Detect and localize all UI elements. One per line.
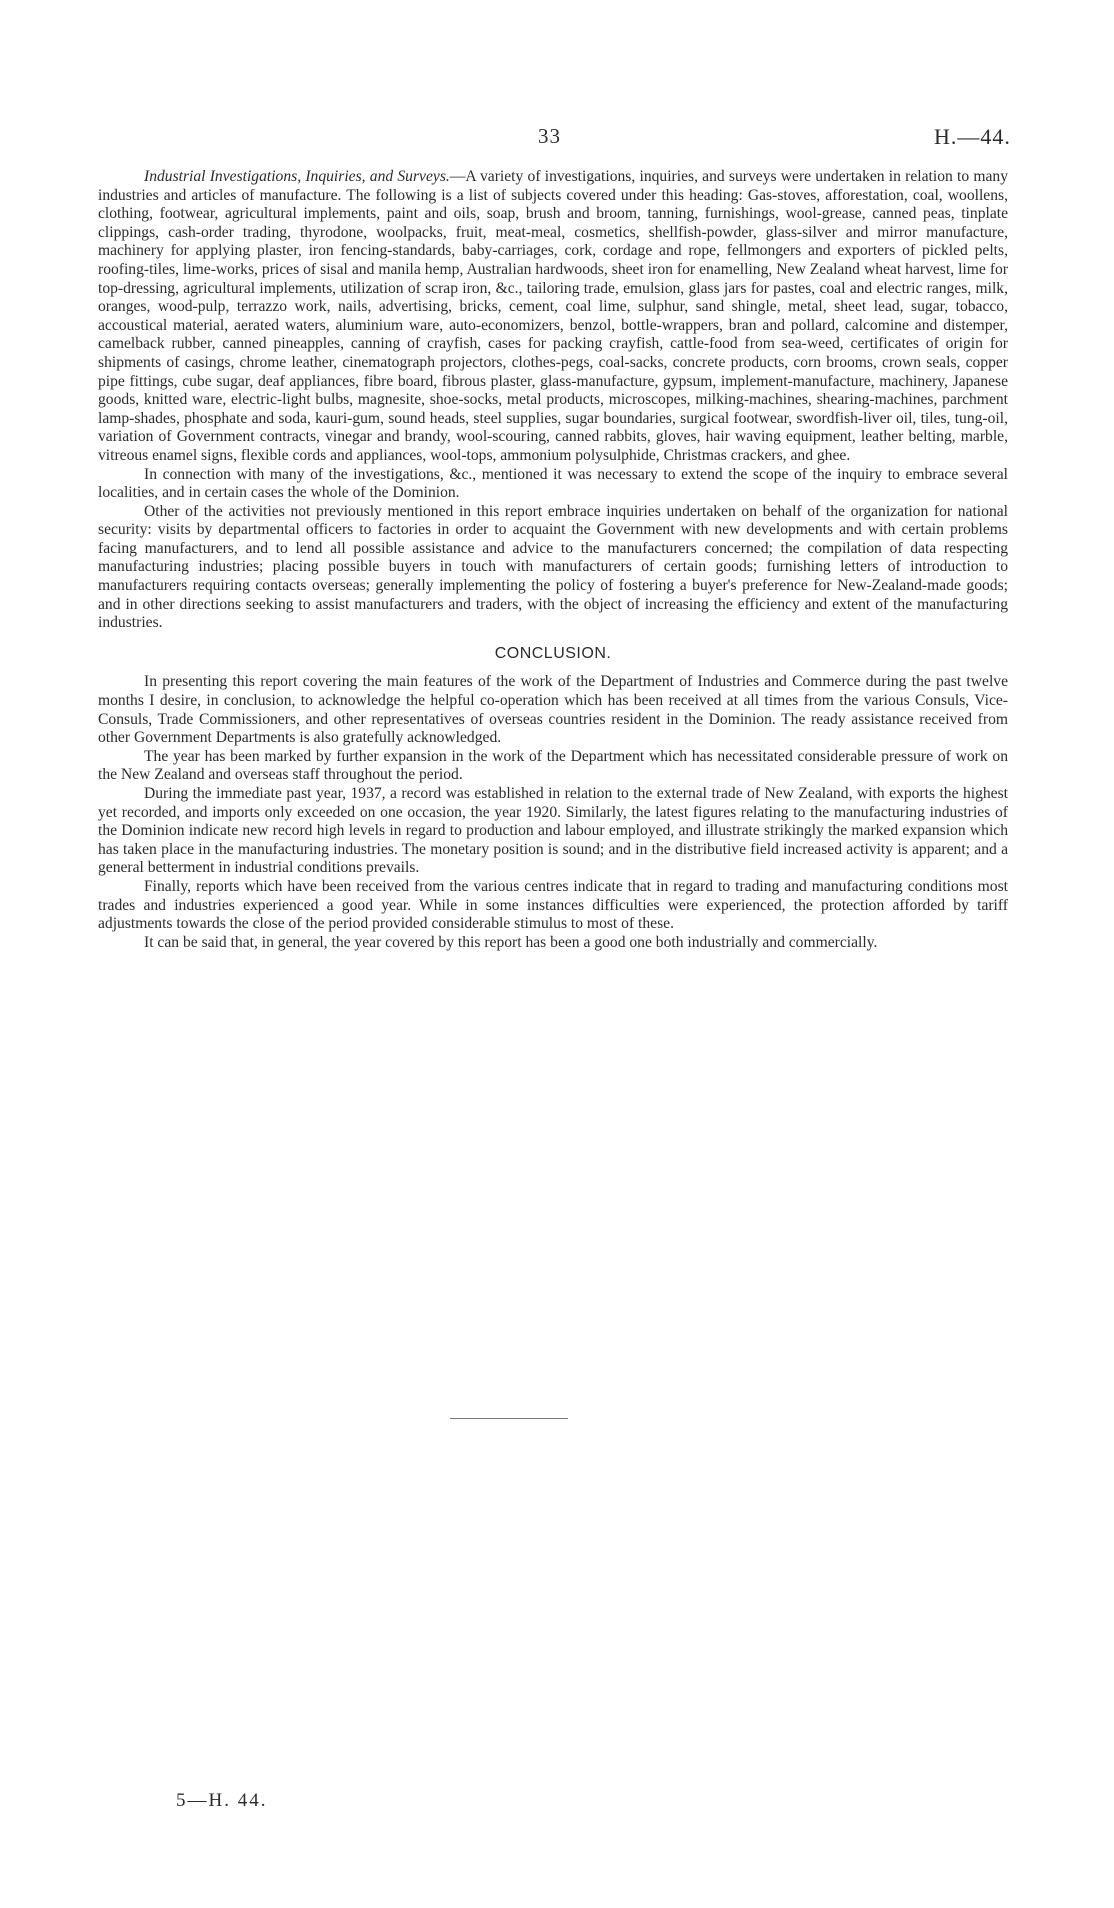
- paragraph-text: —A variety of investigations, inquiries, and surveys were undertaken in relation to many industries and articles of manufacture. The following is a list of subjects covered under this heading: Gas-stoves, afforestation, coal, woollens, clothing, footwear, agricultural implements, paint and oils, soap, brush and broom, tanning, furnishings, wool-grease, canned peas, tinplate clippings, cash-order trading, thyrodone, woolpacks, fruit, meat-meal, cosmetics, shellfish-powder, glass-silver and mirror manufacture, machinery for applying plaster, iron fencing-standards, baby-carriages, cork, cordage and rope, fellmongers and exporters of pickled pelts, roofing-tiles, lime-works, prices of sisal and manila hemp, Australian hardwoods, sheet iron for enamelling, New Zealand wheat harvest, lime for top-dressing, agricultural implements, utilization of scrap iron, &c., tailoring trade, emulsion, glass jars for pastes, coal and electric ranges, milk, oranges, wood-pulp, terrazzo work, nails, advertising, bricks, cement, coal lime, sulphur, sand shingle, metal, sheet lead, sugar, tobacco, accoustical material, aerated waters, aluminium ware, auto-economizers, benzol, bottle-wrappers, bran and pollard, calcomine and distemper, camelback rubber, canned pineapples, canning of crayfish, cases for packing crayfish, cattle-food from sea-weed, certificates of origin for shipments of casings, chrome leather, cinematograph projectors, clothes-pegs, coal-sacks, concrete products, corn brooms, crown seals, copper pipe fittings, cube sugar, deaf appliances, fibre board, fibrous plaster, glass-manufacture, gypsum, implement-manufacture, machinery, Japanese goods, knitted ware, electric-light bulbs, magnesite, shoe-socks, metal products, microscopes, milking-machines, shearing-machines, parchment lamp-shades, phosphate and soda, kauri-gum, sound heads, steel supplies, sugar boundaries, surgical footwear, swordfish-liver oil, tiles, tung-oil, variation of Government contracts, vinegar and brandy, wool-scouring, canned rabbits, gloves, hair waving equipment, leather belting, marble, vitreous enamel signs, flexible cords and appliances, wool-tops, ammonium polysulphide, Christmas crackers, and ghee.: [98, 168, 1009, 464]
- paragraph: It can be said that, in general, the year covered by this report has been a good one both industrially and commercially.: [144, 933, 878, 951]
- page-number: 33: [538, 124, 561, 148]
- paragraph: In connection with many of the investigations, &c., mentioned it was necessary to extend the scope of the inquiry to embrace several localities, and in certain cases the whole of the Dominion.: [98, 465, 1008, 502]
- section-heading-conclusion: CONCLUSION.: [494, 644, 612, 662]
- closing-rule: [450, 1418, 568, 1419]
- paragraph: Other of the activities not previously mentioned in this report embrace inquiries undertaken on behalf of the organization for national security: visits by departmental officers to factories in order to acquaint the Government with new developments and with certain problems facing manufacturers, and to lend all possible assistance and advice to the manufacturers concerned; the compilation of data respecting manufacturing industries; placing possible buyers in touch with manufacturers of certain goods; furnishing letters of introduction to manufacturers requiring contacts overseas; generally implementing the policy of fostering a buyer's preference for New-Zealand-made goods; and in other directions seeking to assist manufacturers and traders, with the object of increasing the efficiency and extent of the manufacturing industries.: [98, 502, 1008, 632]
- paragraph: Finally, reports which have been received from the various centres indicate that in regard to trading and manufacturing conditions most trades and industries experienced a good year. While in some instances difficulties were experienced, the protection afforded by tariff adjustments towards the close of the period provided considerable stimulus to most of these.: [98, 877, 1008, 933]
- body-text: [98, 168, 1008, 952]
- paragraph: During the immediate past year, 1937, a record was established in relation to the external trade of New Zealand, with exports the highest yet recorded, and imports only exceeded on one occasion, the year 1920. Similarly, the latest figures relating to the manufacturing industries of the Dominion indicate new record high levels in regard to production and labour employed, and illustrate strikingly the marked expansion which has taken place in the manufacturing industries. The monetary position is sound; and in the distributive field increased activity is apparent; and a general betterment in industrial conditions prevails.: [98, 785, 1008, 877]
- paragraph-investigations: [98, 168, 1008, 466]
- document-reference: H.—44.: [934, 124, 1011, 149]
- paragraph: The year has been marked by further expansion in the work of the Department which has necessitated considerable pressure of work on the New Zealand and overseas staff throughout the period.: [98, 747, 1008, 784]
- footer-reference: 5—H. 44.: [176, 1790, 268, 1811]
- paragraph: In presenting this report covering the main features of the work of the Department of Industries and Commerce during the past twelve months I desire, in conclusion, to acknowledge the helpful co-operation which has been received at all times from the various Consuls, Vice-Consuls, Trade Commissioners, and other representatives of overseas countries resident in the Dominion. The ready assistance received from other Government Departments is also gratefully acknowledged.: [98, 673, 1008, 747]
- run-in-heading: Industrial Investigations, Inquiries, and Surveys.: [144, 168, 450, 185]
